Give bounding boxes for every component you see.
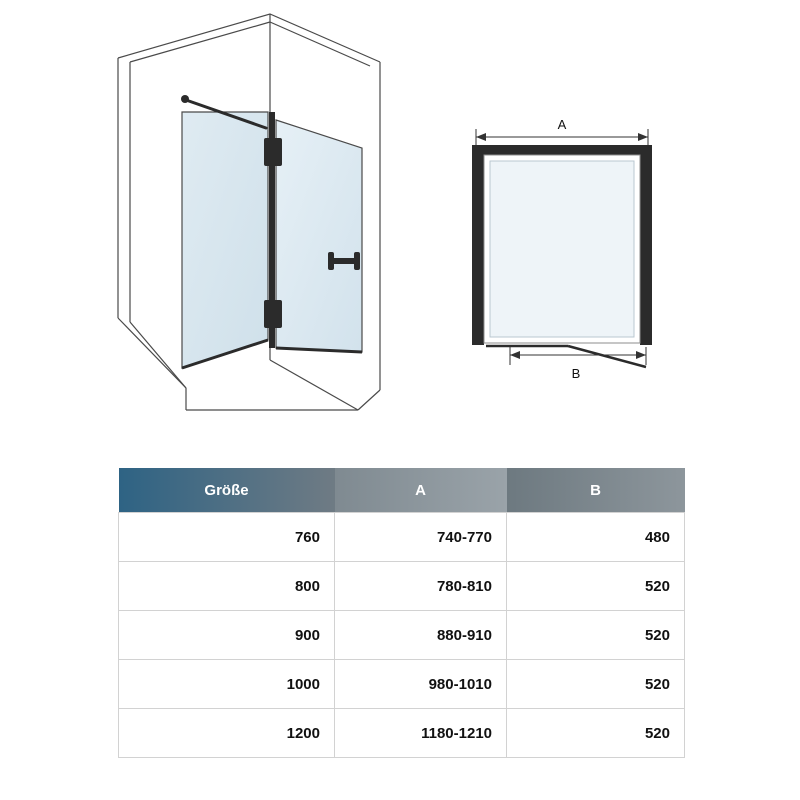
- cell-b: 520: [507, 660, 685, 709]
- cell-a: 980-1010: [335, 660, 507, 709]
- cell-size: 800: [119, 562, 335, 611]
- cell-b: 520: [507, 562, 685, 611]
- cell-b: 480: [507, 513, 685, 562]
- table-row: [119, 513, 685, 562]
- cell-size: 1200: [119, 709, 335, 758]
- column-header-a: A: [335, 468, 507, 513]
- column-header-size: Größe: [119, 468, 335, 513]
- support-bar-wall-mount: [181, 95, 189, 103]
- shower-door-isometric-drawing: [90, 0, 420, 440]
- fixed-glass-panel: [182, 112, 268, 368]
- hinge-profile: [269, 112, 275, 348]
- table-header-row: [119, 468, 685, 513]
- cell-a: 740-770: [335, 513, 507, 562]
- door-glass-panel: [276, 120, 362, 352]
- cell-size: 900: [119, 611, 335, 660]
- table-body: [119, 513, 685, 758]
- cell-b: 520: [507, 709, 685, 758]
- cell-a: 1180-1210: [335, 709, 507, 758]
- cell-a: 880-910: [335, 611, 507, 660]
- dimension-b-label: B: [571, 366, 581, 381]
- table-row: [119, 611, 685, 660]
- cell-size: 1000: [119, 660, 335, 709]
- table-row: [119, 562, 685, 611]
- cell-size: 760: [119, 513, 335, 562]
- column-header-b: B: [507, 468, 685, 513]
- plan-glass-area: [490, 161, 634, 337]
- table-row: [119, 709, 685, 758]
- cell-b: 520: [507, 611, 685, 660]
- cell-a: 780-810: [335, 562, 507, 611]
- table-row: [119, 660, 685, 709]
- size-table: [118, 468, 685, 758]
- shower-door-plan-drawing: [450, 115, 680, 390]
- dimension-a-label: A: [557, 117, 567, 132]
